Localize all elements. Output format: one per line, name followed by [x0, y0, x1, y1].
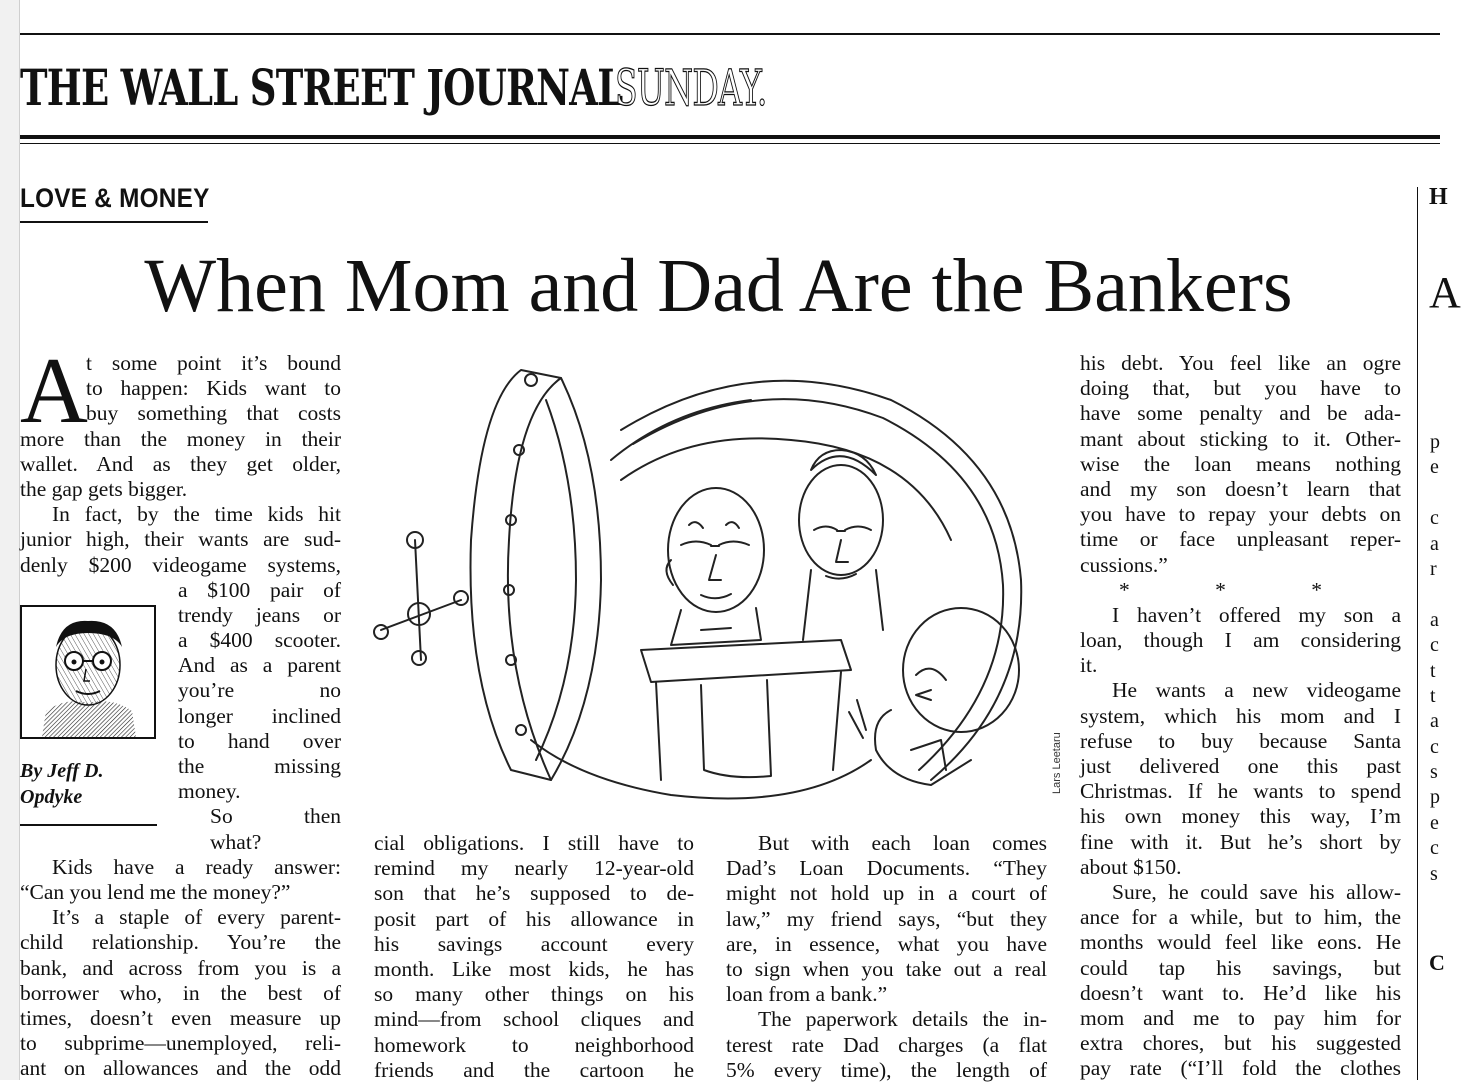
text-fragment: e — [1430, 456, 1439, 479]
text-line: wallet. And as they get older, — [20, 451, 341, 476]
author-portrait-icon — [20, 605, 156, 739]
byline-rule — [20, 824, 157, 826]
masthead-bottom-rule-thin — [20, 143, 1440, 144]
text-line: remind my nearly 12-year-old — [374, 856, 694, 881]
text-fragment: c — [1430, 735, 1439, 758]
text-line: t some point it’s bound — [86, 351, 341, 375]
text-line: money. — [178, 779, 241, 804]
page-left-edge — [0, 0, 20, 1080]
text-line: his own money this way, I’m — [1080, 804, 1401, 829]
text-line: denly $200 videogame systems, — [20, 552, 341, 577]
text-fragment: r — [1430, 557, 1437, 580]
text-line: Kids have a ready answer: — [52, 854, 341, 879]
text-line: might not hold up in a court of — [726, 881, 1047, 906]
text-line: to subprime—unemployed, reli- — [20, 1031, 341, 1056]
text-line: to hand over — [178, 728, 341, 753]
text-line: cussions.” — [1080, 552, 1168, 577]
text-line: longer inclined — [178, 703, 341, 728]
text-fragment: a — [1430, 710, 1439, 733]
text-fragment: c — [1430, 837, 1439, 860]
masthead-bottom-rule-thick — [20, 135, 1440, 139]
byline-line: Opdyke — [20, 786, 83, 808]
text-line: Sure, he could save his allow- — [1112, 879, 1401, 904]
article-column-2 — [374, 831, 694, 1083]
dropcap: A — [20, 339, 88, 443]
section-underline — [20, 221, 208, 223]
text-line: time or face unpleasant reper- — [1080, 527, 1401, 552]
text-line: system, which his mom and I — [1080, 703, 1401, 728]
byline — [20, 758, 160, 810]
text-fragment: c — [1430, 634, 1439, 657]
text-line: his savings account every — [374, 931, 694, 956]
text-line: trendy jeans or — [178, 602, 341, 627]
next-article-text — [1430, 430, 1440, 887]
text-line: Dad’s Loan Documents. “They — [726, 856, 1047, 881]
text-line: cial obligations. I still have to — [374, 831, 694, 855]
text-line: about $150. — [1080, 854, 1182, 879]
text-line: posit part of his allowance in — [374, 906, 694, 931]
text-line: friends and the cartoon he — [374, 1057, 694, 1082]
text-line: to sign when you take out a real — [726, 956, 1047, 981]
text-fragment: t — [1430, 659, 1436, 682]
masthead-name: THE WALL STREET JOURNAL — [20, 58, 623, 117]
article-column-3 — [726, 831, 1047, 1083]
next-article-subhead: C — [1429, 950, 1445, 975]
text-line: just delivered one this past — [1080, 754, 1401, 778]
text-line: The paperwork details the in- — [758, 1007, 1047, 1032]
column-divider — [1417, 187, 1418, 1080]
byline-line: By Jeff D. — [20, 760, 104, 782]
next-article-headline: A — [1429, 268, 1461, 317]
text-line: to happen: Kids want to — [86, 376, 341, 401]
headline: When Mom and Dad Are the Bankers — [144, 244, 1293, 328]
text-line: junior high, their wants are sud- — [20, 527, 341, 552]
text-line: loan, though I am considering — [1080, 628, 1401, 653]
text-line: In fact, by the time kids hit — [52, 502, 341, 527]
text-fragment: a — [1430, 532, 1439, 555]
text-line: wise the loan means nothing — [1080, 451, 1401, 476]
text-fragment: p — [1430, 786, 1440, 809]
text-line: are, in essence, what you have — [726, 931, 1047, 956]
text-line: ance for a while, but to him, the — [1080, 905, 1401, 930]
photo-credit: Lars Leetaru — [1051, 732, 1063, 794]
text-line: fine with it. But he’s short by — [1080, 829, 1401, 854]
text-fragment: e — [1430, 811, 1439, 834]
text-line: Christmas. If he wants to spend — [1080, 779, 1401, 804]
masthead — [20, 52, 834, 124]
text-line: you’re no — [178, 678, 341, 703]
text-line: doesn’t want to. He’d like his — [1080, 980, 1401, 1005]
text-fragment: p — [1430, 431, 1440, 453]
masthead-top-rule — [20, 33, 1440, 35]
text-line: you have to repay your debts on — [1080, 502, 1401, 527]
text-fragment — [1430, 481, 1440, 506]
text-line: I haven’t offered my son a — [1112, 602, 1401, 627]
text-fragment: c — [1430, 507, 1439, 530]
text-line: a $400 scooter. — [178, 628, 341, 653]
text-line: months would feel like eons. He — [1080, 930, 1401, 955]
text-line: son that he’s supposed to de- — [374, 881, 694, 906]
text-line: law,” my friend says, “but they — [726, 906, 1047, 931]
text-line: the gap gets bigger. — [20, 476, 188, 501]
text-line: have some penalty and be ada- — [1080, 401, 1401, 426]
text-line: ant on allowances and the odd — [20, 1056, 341, 1081]
text-line: mom and me to pay him for — [1080, 1005, 1401, 1030]
text-line: mant about sticking to it. Other- — [1080, 426, 1401, 451]
text-line: And as a parent — [178, 653, 341, 678]
text-line: the missing — [178, 754, 341, 778]
text-line: pay rate (“I’ll fold the clothes — [1080, 1056, 1401, 1081]
text-fragment: t — [1430, 684, 1436, 707]
text-line: extra chores, but his suggested — [1080, 1031, 1401, 1056]
masthead-edition: SUNDAY. — [615, 59, 767, 117]
text-line: child relationship. You’re the — [20, 930, 341, 955]
text-line: buy something that costs — [86, 401, 341, 426]
text-line: doing that, but you have to — [1080, 376, 1401, 401]
text-fragment: s — [1430, 761, 1438, 784]
text-line: borrower who, in the best of — [20, 980, 341, 1005]
article-column-4 — [1080, 351, 1401, 1081]
text-line: mind—from school cliques and — [374, 1007, 694, 1032]
text-line: homework to neighborhood — [374, 1032, 694, 1057]
text-line: loan from a bank.” — [726, 982, 888, 1007]
text-line: his debt. You feel like an ogre — [1080, 351, 1401, 375]
section-break: * * * — [1119, 577, 1362, 602]
section-label: LOVE & MONEY — [20, 183, 210, 213]
text-line: and my son doesn’t learn that — [1080, 476, 1401, 501]
text-fragment — [1430, 582, 1440, 607]
text-line: “Can you lend me the money?” — [20, 879, 291, 904]
text-fragment: a — [1430, 608, 1439, 631]
text-line: month. Like most kids, he has — [374, 956, 694, 981]
text-line: But with each loan comes — [758, 831, 1047, 855]
text-fragment: s — [1430, 862, 1438, 885]
text-line: what? — [210, 829, 262, 854]
next-article-label: H — [1429, 184, 1448, 210]
bank-vault-illustration — [371, 340, 1046, 818]
text-line: 5% every time), the length of — [726, 1057, 1047, 1082]
text-line: He wants a new videogame — [1112, 678, 1401, 703]
text-line: more than the money in their — [20, 426, 341, 451]
text-line: could tap his savings, but — [1080, 955, 1401, 980]
text-line: it. — [1080, 653, 1098, 678]
text-line: refuse to buy because Santa — [1080, 728, 1401, 753]
text-line: a $100 pair of — [178, 577, 341, 602]
text-line: So then — [210, 804, 341, 829]
text-line: terest rate Dad charges (a flat — [726, 1032, 1047, 1057]
text-line: bank, and across from you is a — [20, 955, 341, 980]
text-line: It’s a staple of every parent- — [52, 905, 341, 930]
text-line: times, doesn’t even measure up — [20, 1005, 341, 1030]
text-line: so many other things on his — [374, 982, 694, 1007]
